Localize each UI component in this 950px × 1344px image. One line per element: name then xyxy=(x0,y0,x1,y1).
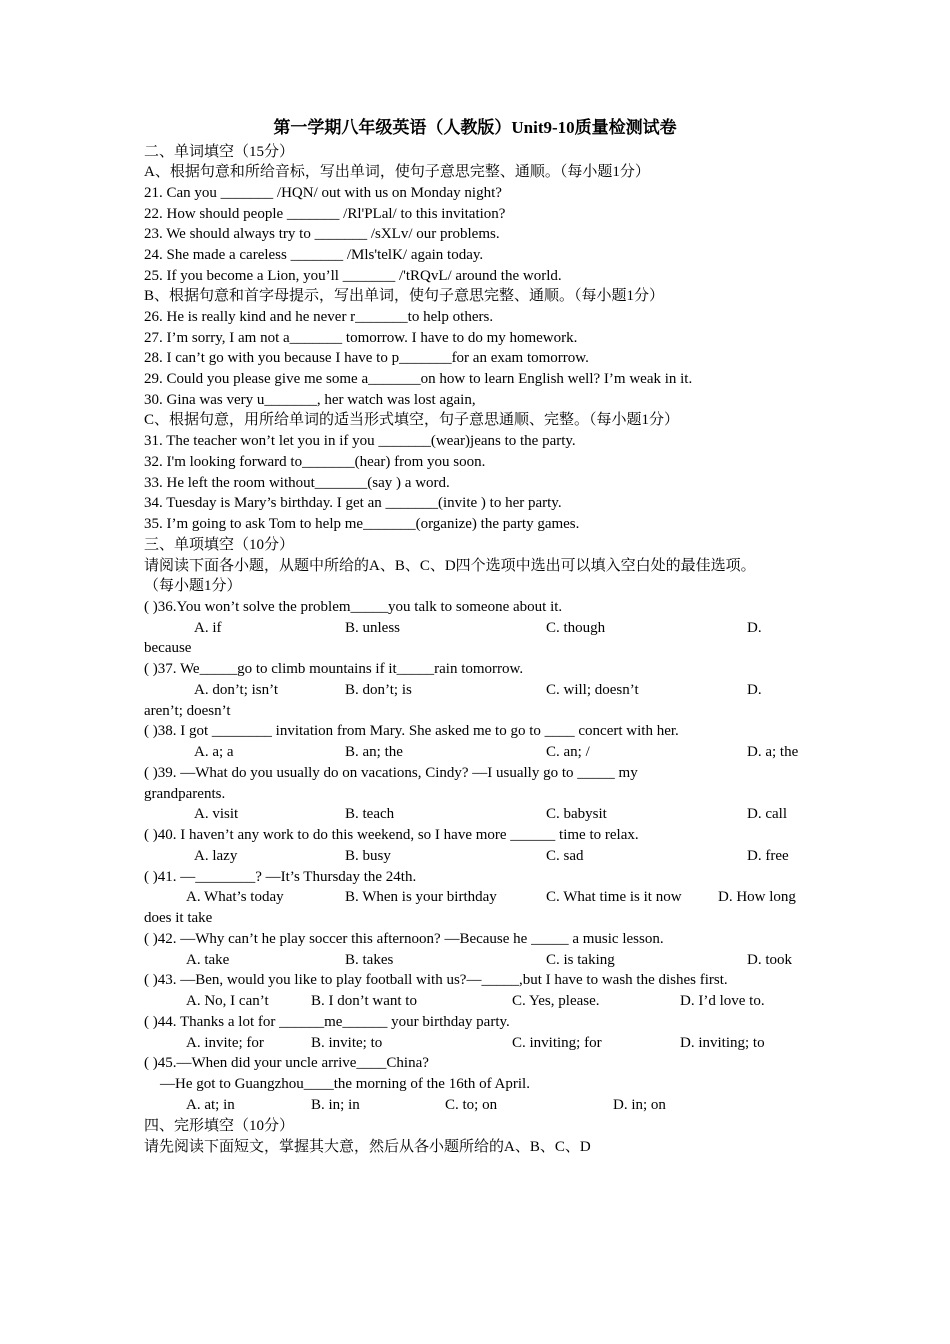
question-29: 29. Could you please give me some a_______on how to learn English well? I’m weak in it. xyxy=(144,371,693,387)
option-c: C. inviting; for xyxy=(512,1035,602,1051)
question-35: 35. I’m going to ask Tom to help me_______(organize) the party games. xyxy=(144,516,580,532)
option-d: D. I’d love to. xyxy=(680,993,765,1009)
question-39: ( )39. —What do you usually do on vacations, Cindy? —I usually go to _____ my xyxy=(144,765,638,781)
option-d: D. inviting; to xyxy=(680,1035,765,1051)
instruction-line: 请阅读下面各小题，从题中所给的A、B、C、D四个选项中选出可以填入空白处的最佳选项。 xyxy=(144,558,756,574)
question-45-continued: —He got to Guangzhou____the morning of the 16th of April. xyxy=(160,1076,530,1092)
question-45: ( )45.—When did your uncle arrive____China? xyxy=(144,1055,429,1071)
option-b: B. busy xyxy=(345,848,391,864)
option-d-continued: because xyxy=(144,640,192,656)
option-a: A. lazy xyxy=(194,848,238,864)
option-b: B. I don’t want to xyxy=(311,993,417,1009)
option-b: B. invite; to xyxy=(311,1035,383,1051)
option-c: C. an; / xyxy=(546,744,590,760)
section-heading: 三、单项填空（10分） xyxy=(144,537,295,553)
question-37: ( )37. We_____go to climb mountains if it_____rain tomorrow. xyxy=(144,661,524,677)
option-a: A. No, I can’t xyxy=(186,993,269,1009)
option-a: A. don’t; isn’t xyxy=(194,682,279,698)
question-33: 33. He left the room without_______(say ) a word. xyxy=(144,475,450,491)
section-heading: 二、单词填空（15分） xyxy=(144,144,295,160)
instruction-line: B、根据句意和首字母提示，写出单词，使句子意思完整、通顺。（每小题1分） xyxy=(144,288,665,304)
question-40: ( )40. I haven’t any work to do this weekend, so I have more ______ time to relax. xyxy=(144,827,639,843)
option-a: A. a; a xyxy=(194,744,234,760)
option-c: C. though xyxy=(546,620,606,636)
option-b: B. in; in xyxy=(311,1097,360,1113)
question-28: 28. I can’t go with you because I have to p_______for an exam tomorrow. xyxy=(144,350,589,366)
question-41: ( )41. —________? —It’s Thursday the 24th. xyxy=(144,869,417,885)
option-a: A. at; in xyxy=(186,1097,235,1113)
option-a: A. invite; for xyxy=(186,1035,264,1051)
question-22: 22. How should people _______ /Rl'PLal/ to this invitation? xyxy=(144,206,506,222)
option-a: A. if xyxy=(194,620,222,636)
option-b: B. takes xyxy=(345,952,394,968)
option-d: D. a; the xyxy=(747,744,799,760)
question-21: 21. Can you _______ /HQN/ out with us on Monday night? xyxy=(144,185,502,201)
option-c: C. will; doesn’t xyxy=(546,682,639,698)
option-a: A. visit xyxy=(194,806,239,822)
question-38: ( )38. I got ________ invitation from Mary. She asked me to go to ____ concert with her. xyxy=(144,723,679,739)
option-c: C. is taking xyxy=(546,952,615,968)
option-c: C. to; on xyxy=(445,1097,498,1113)
question-25: 25. If you become a Lion, you’ll _______ /'tRQvL/ around the world. xyxy=(144,268,562,284)
instruction-line: A、根据句意和所给音标，写出单词，使句子意思完整、通顺。（每小题1分） xyxy=(144,164,650,180)
question-23: 23. We should always try to _______ /sXLv/ our problems. xyxy=(144,226,500,242)
question-36: ( )36.You won’t solve the problem_____you talk to someone about it. xyxy=(144,599,563,615)
option-d: D. xyxy=(747,620,762,636)
question-42: ( )42. —Why can’t he play soccer this afternoon? —Because he _____ a music lesson. xyxy=(144,931,664,947)
question-31: 31. The teacher won’t let you in if you _______(wear)jeans to the party. xyxy=(144,433,576,449)
option-d: D. How long xyxy=(718,889,796,905)
option-b: B. don’t; is xyxy=(345,682,412,698)
option-b: B. teach xyxy=(345,806,395,822)
page-title: 第一学期八年级英语（人教版）Unit9-10质量检测试卷 xyxy=(273,118,677,137)
option-d-continued: does it take xyxy=(144,910,213,926)
option-a: A. take xyxy=(186,952,230,968)
option-c: C. sad xyxy=(546,848,584,864)
option-d: D. free xyxy=(747,848,789,864)
instruction-line: C、根据句意，用所给单词的适当形式填空，句子意思通顺、完整。（每小题1分） xyxy=(144,412,680,428)
option-d: D. took xyxy=(747,952,792,968)
instruction-line: （每小题1分） xyxy=(144,578,242,594)
option-d: D. xyxy=(747,682,762,698)
section-heading: 四、完形填空（10分） xyxy=(144,1118,295,1134)
question-27: 27. I’m sorry, I am not a_______ tomorrow. I have to do my homework. xyxy=(144,330,578,346)
option-c: C. Yes, please. xyxy=(512,993,600,1009)
question-39-continued: grandparents. xyxy=(144,786,226,802)
option-d: D. in; on xyxy=(613,1097,666,1113)
question-34: 34. Tuesday is Mary’s birthday. I get an _______(invite ) to her party. xyxy=(144,495,562,511)
option-b: B. unless xyxy=(345,620,401,636)
question-44: ( )44. Thanks a lot for ______me______ your birthday party. xyxy=(144,1014,510,1030)
option-c: C. babysit xyxy=(546,806,607,822)
question-43: ( )43. —Ben, would you like to play football with us?—_____,but I have to wash the dishes first. xyxy=(144,972,728,988)
question-24: 24. She made a careless _______ /Mls'telK/ again today. xyxy=(144,247,484,263)
instruction-line: 请先阅读下面短文，掌握其大意，然后从各小题所给的A、B、C、D xyxy=(144,1139,591,1155)
question-32: 32. I'm looking forward to_______(hear) from you soon. xyxy=(144,454,486,470)
option-d-continued: aren’t; doesn’t xyxy=(144,703,231,719)
option-b: B. an; the xyxy=(345,744,403,760)
option-c: C. What time is it now xyxy=(546,889,682,905)
option-d: D. call xyxy=(747,806,787,822)
question-30: 30. Gina was very u_______, her watch was lost again, xyxy=(144,392,476,408)
question-26: 26. He is really kind and he never r_______to help others. xyxy=(144,309,494,325)
option-b: B. When is your birthday xyxy=(345,889,497,905)
option-a: A. What’s today xyxy=(186,889,284,905)
